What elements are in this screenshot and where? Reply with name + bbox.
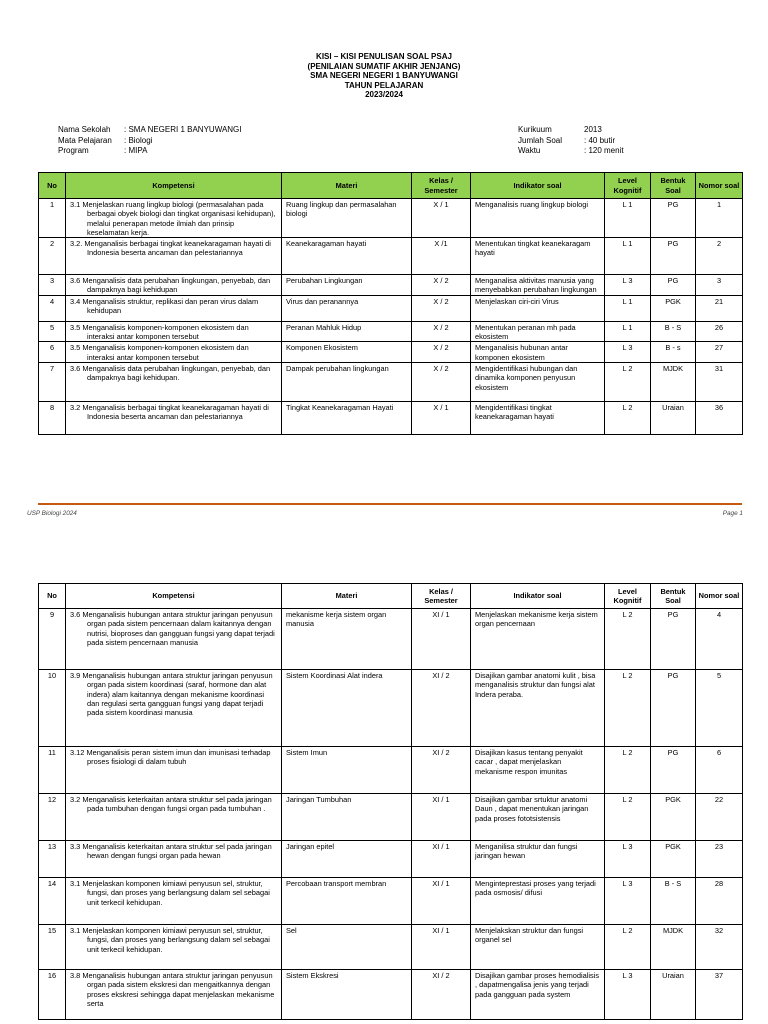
title-line: KISI – KISI PENULISAN SOAL PSAJ <box>316 52 452 61</box>
exam-info <box>518 125 624 157</box>
indikator-cell: Menjelaskan mekanisme kerja sistem organ pencernaan <box>471 609 605 670</box>
nomor-cell: 21 <box>696 295 743 321</box>
info-value: : MIPA <box>124 146 148 155</box>
row-number: 11 <box>39 747 66 794</box>
row-number: 4 <box>39 295 66 321</box>
materi-cell: Ruang lingkup dan permasalahan biologi <box>282 199 412 238</box>
column-header: Level Kognitif <box>605 173 651 199</box>
table-row <box>39 670 743 747</box>
info-label: Program <box>58 146 89 155</box>
bentuk-cell: B - S <box>651 321 696 342</box>
level-cell: L 1 <box>605 199 651 238</box>
nomor-cell: 5 <box>696 670 743 747</box>
kompetensi-text: 3.2. Menganalisis berbagai tingkat keanekaragaman hayati di Indonesia beserta ancaman dan pelestariannya <box>70 239 271 258</box>
materi-cell: Sistem Ekskresi <box>282 970 412 1020</box>
kompetensi-cell <box>66 401 282 434</box>
bentuk-cell: Uraian <box>651 970 696 1020</box>
row-number: 5 <box>39 321 66 342</box>
nomor-cell: 27 <box>696 342 743 363</box>
materi-cell: Peranan Mahluk Hidup <box>282 321 412 342</box>
column-header: Materi <box>282 173 412 199</box>
column-header: Kelas / Semester <box>412 173 471 199</box>
bentuk-cell: Uraian <box>651 401 696 434</box>
column-header: Level Kognitif <box>605 584 651 609</box>
table-row <box>39 401 743 434</box>
level-cell: L 1 <box>605 295 651 321</box>
nomor-cell: 36 <box>696 401 743 434</box>
table-row <box>39 970 743 1020</box>
level-cell: L 3 <box>605 342 651 363</box>
kompetensi-cell <box>66 925 282 970</box>
page-separator <box>38 503 742 505</box>
materi-cell: Sistem Koordinasi Alat indera <box>282 670 412 747</box>
kelas-cell: XI / 1 <box>412 925 471 970</box>
kompetensi-text: 3.1 Menjelaskan komponen kimiawi penyusun sel, struktur, fungsi, dan proses yang berlangsung dalam sel sebagai unit terkecil kehidupan. <box>70 926 270 954</box>
column-header: Nomor soal <box>696 173 743 199</box>
row-number: 13 <box>39 841 66 878</box>
kelas-cell: X / 2 <box>412 362 471 401</box>
column-header: Indikator soal <box>471 173 605 199</box>
table-row <box>39 925 743 970</box>
kelas-cell: X / 1 <box>412 401 471 434</box>
kelas-cell: XI / 1 <box>412 841 471 878</box>
title-line: (PENILAIAN SUMATIF AKHIR JENJANG) <box>307 61 461 71</box>
bentuk-cell: B - s <box>651 342 696 363</box>
table-row <box>39 362 743 401</box>
row-number: 2 <box>39 238 66 275</box>
title-line: SMA NEGERI NEGERI 1 BANYUWANGI <box>310 71 458 81</box>
materi-cell: Sel <box>282 925 412 970</box>
column-header: Kelas / Semester <box>412 584 471 609</box>
kompetensi-text: 3.6 Menganalisis data perubahan lingkungan, penyebab, dan dampaknya bagi kehidupan <box>70 276 271 295</box>
table-row <box>39 342 743 363</box>
info-value: : SMA NEGERI 1 BANYUWANGI <box>124 125 242 134</box>
info-row <box>58 146 242 157</box>
kompetensi-text: 3.1 Menjelaskan ruang lingkup biologi (permasalahan pada berbagai obyek biologi dan tingkat organisasi kehidupan), melalui penerapan metode ilmiah dan prinsip keselamatan kerja. <box>70 200 276 237</box>
kompetensi-cell <box>66 670 282 747</box>
kelas-cell: XI / 2 <box>412 970 471 1020</box>
kompetensi-text: 3.5 Menganalisis komponen-komponen ekosistem dan interaksi antar komponen tersebut <box>70 343 249 362</box>
info-value: 2013 <box>584 125 602 134</box>
materi-cell: Komponen Ekosistem <box>282 342 412 363</box>
level-cell: L 2 <box>605 747 651 794</box>
kelas-cell: X / 1 <box>412 199 471 238</box>
row-number: 12 <box>39 794 66 841</box>
row-number: 16 <box>39 970 66 1020</box>
kelas-cell: X / 2 <box>412 295 471 321</box>
indikator-cell: Menentukan peranan mh pada ekosistem <box>471 321 605 342</box>
info-row <box>518 146 624 157</box>
indikator-cell: Mengidentifikasi hubungan dan dinamika komponen penyusun ekosistem <box>471 362 605 401</box>
indikator-cell: Menjelakskan struktur dan fungsi organel sel <box>471 925 605 970</box>
info-value: : 120 menit <box>584 146 624 155</box>
kelas-cell: XI / 1 <box>412 794 471 841</box>
table-row <box>39 841 743 878</box>
materi-cell: Dampak perubahan lingkungan <box>282 362 412 401</box>
column-header: Bentuk Soal <box>651 173 696 199</box>
materi-cell: Jaringan Tumbuhan <box>282 794 412 841</box>
table-row <box>39 199 743 238</box>
info-label: Waktu <box>518 146 541 155</box>
row-number: 8 <box>39 401 66 434</box>
kompetensi-cell <box>66 321 282 342</box>
column-header: Materi <box>282 584 412 609</box>
bentuk-cell: PG <box>651 670 696 747</box>
indikator-cell: Disajikan gambar proses hemodialisis , dapatmengalisa jenis yang terjadi pada gangguan pada system <box>471 970 605 1020</box>
kompetensi-cell <box>66 609 282 670</box>
info-label: Nama Sekolah <box>58 125 111 134</box>
kompetensi-cell <box>66 970 282 1020</box>
table-header-row <box>39 584 743 609</box>
indikator-cell: Menganalisis hubunan antar komponen ekosistem <box>471 342 605 363</box>
indikator-cell: Menginteprestasi proses yang terjadi pada osmosis/ difusi <box>471 878 605 925</box>
bentuk-cell: PG <box>651 747 696 794</box>
table-row <box>39 747 743 794</box>
level-cell: L 2 <box>605 362 651 401</box>
page-number: Page 1 <box>722 510 743 517</box>
indikator-cell: Menjelaskan ciri-ciri Virus <box>471 295 605 321</box>
kompetensi-text: 3.8 Menganalisis hubungan antara struktur jaringan penyusun organ pada sistem ekskresi dan mengaitkannya dengan proses ekskresi sehingga dapat menjelaskan mekanisme serta <box>70 971 275 1008</box>
level-cell: L 3 <box>605 275 651 296</box>
column-header: Kompetensi <box>66 173 282 199</box>
row-number: 14 <box>39 878 66 925</box>
info-row <box>58 125 242 136</box>
materi-cell: mekanisme kerja sistem organ manusia <box>282 609 412 670</box>
nomor-cell: 32 <box>696 925 743 970</box>
kisi-table-2 <box>38 583 743 1020</box>
level-cell: L 3 <box>605 878 651 925</box>
kompetensi-text: 3.1 Menjelaskan komponen kimiawi penyusun sel, struktur, fungsi, dan proses yang berlangsung dalam sel sebagai unit terkecil kehidupan. <box>70 879 270 907</box>
column-header: No <box>39 173 66 199</box>
table-row <box>39 794 743 841</box>
nomor-cell: 37 <box>696 970 743 1020</box>
title-line: TAHUN PELAJARAN <box>344 80 424 90</box>
kelas-cell: XI / 1 <box>412 609 471 670</box>
column-header: No <box>39 584 66 609</box>
row-number: 15 <box>39 925 66 970</box>
column-header: Indikator soal <box>471 584 605 609</box>
indikator-cell: Menganilisa struktur dan fungsi jaringan hewan <box>471 841 605 878</box>
indikator-cell: Disajikan kasus tentang penyakit cacar , dapat menjelaskan mekanisme respon imunitas <box>471 747 605 794</box>
table-row <box>39 275 743 296</box>
level-cell: L 2 <box>605 925 651 970</box>
info-value: : Biologi <box>124 135 153 145</box>
row-number: 6 <box>39 342 66 363</box>
kelas-cell: X / 2 <box>412 342 471 363</box>
row-number: 10 <box>39 670 66 747</box>
level-cell: L 2 <box>605 609 651 670</box>
level-cell: L 2 <box>605 794 651 841</box>
kompetensi-text: 3.12 Menganalisis peran sistem imun dan imunisasi terhadap proses fisiologi di dalam tubuh <box>70 748 271 767</box>
column-header: Kompetensi <box>66 584 282 609</box>
row-number: 3 <box>39 275 66 296</box>
materi-cell: Keanekaragaman hayati <box>282 238 412 275</box>
document-title <box>0 52 768 100</box>
kelas-cell: X / 2 <box>412 275 471 296</box>
kelas-cell: XI / 1 <box>412 878 471 925</box>
kelas-cell: X /1 <box>412 238 471 275</box>
kompetensi-text: 3.2 Menganalisis berbagai tingkat keanekaragaman hayati di Indonesia beserta ancaman dan pelestariannya <box>70 402 269 422</box>
bentuk-cell: PG <box>651 199 696 238</box>
nomor-cell: 28 <box>696 878 743 925</box>
level-cell: L 1 <box>605 321 651 342</box>
bentuk-cell: PG <box>651 275 696 296</box>
table-row <box>39 295 743 321</box>
bentuk-cell: PGK <box>651 295 696 321</box>
kelas-cell: X / 2 <box>412 321 471 342</box>
info-row <box>518 125 624 136</box>
bentuk-cell: PGK <box>651 841 696 878</box>
kompetensi-cell <box>66 747 282 794</box>
level-cell: L 3 <box>605 841 651 878</box>
kompetensi-cell <box>66 295 282 321</box>
footer-left: USP Biologi 2024 <box>27 510 77 517</box>
kompetensi-cell <box>66 878 282 925</box>
indikator-cell: Menentukan tingkat keanekaragam hayati <box>471 238 605 275</box>
materi-cell: Jaringan epitel <box>282 841 412 878</box>
row-number: 7 <box>39 362 66 401</box>
kompetensi-cell <box>66 362 282 401</box>
bentuk-cell: B - S <box>651 878 696 925</box>
kompetensi-cell <box>66 841 282 878</box>
nomor-cell: 3 <box>696 275 743 296</box>
materi-cell: Sistem Imun <box>282 747 412 794</box>
nomor-cell: 22 <box>696 794 743 841</box>
nomor-cell: 2 <box>696 238 743 275</box>
info-label: Mata Pelajaran <box>58 135 112 145</box>
kompetensi-text: 3.9 Menganalisis hubungan antara struktur jaringan penyusun organ pada sistem koordinasi (saraf, hormone dan alat indera) alam kaitannya dengan mekanisme koordinasi dan regulasi serta gangguan fungsi yang dapat terjadi pada sistem koordinasi manusia <box>70 671 273 718</box>
nomor-cell: 1 <box>696 199 743 238</box>
school-info <box>58 125 242 157</box>
kompetensi-text: 3.4 Menganalisis struktur, replikasi dan peran virus dalam kehidupan <box>70 296 259 316</box>
kompetensi-text: 3.2 Menganalisis keterkaitan antara struktur sel pada jaringan pada tumbuhan dengan fungsi organ pada tumbuhan . <box>70 795 272 814</box>
indikator-cell: Disajikan gambar srtuktur anatomi Daun , dapat menentukan jaringan pada proses fototsistensis <box>471 794 605 841</box>
indikator-cell: Disajikan gambar anatomi kulit , bisa menganalisis struktur dan fungsi alat Indera peraba. <box>471 670 605 747</box>
bentuk-cell: PG <box>651 238 696 275</box>
indikator-cell: Menganalisa aktivitas manusia yang menyebabkan perubahan lingkungan <box>471 275 605 296</box>
nomor-cell: 6 <box>696 747 743 794</box>
indikator-cell: Menganalisis ruang lingkup biologi <box>471 199 605 238</box>
nomor-cell: 4 <box>696 609 743 670</box>
level-cell: L 1 <box>605 238 651 275</box>
kompetensi-text: 3.5 Menganalisis komponen-komponen ekosistem dan interaksi antar komponen tersebut <box>70 322 249 342</box>
kompetensi-text: 3.3 Menganalisis keterkaitan antara struktur sel pada jaringan hewan dengan fungsi organ pada hewan <box>70 842 272 861</box>
materi-cell: Percobaan transport membran <box>282 878 412 925</box>
bentuk-cell: MJDK <box>651 362 696 401</box>
row-number: 9 <box>39 609 66 670</box>
bentuk-cell: MJDK <box>651 925 696 970</box>
bentuk-cell: PGK <box>651 794 696 841</box>
table-row <box>39 238 743 275</box>
table-row <box>39 609 743 670</box>
info-label: Jumlah Soal <box>518 135 563 145</box>
kelas-cell: XI / 2 <box>412 670 471 747</box>
nomor-cell: 31 <box>696 362 743 401</box>
info-value: : 40 butir <box>584 135 616 145</box>
kelas-cell: XI / 2 <box>412 747 471 794</box>
kompetensi-cell <box>66 275 282 296</box>
info-label: Kurikuum <box>518 125 552 134</box>
level-cell: L 3 <box>605 970 651 1020</box>
bentuk-cell: PG <box>651 609 696 670</box>
kompetensi-cell <box>66 238 282 275</box>
kompetensi-cell <box>66 199 282 238</box>
title-line: 2023/2024 <box>365 90 403 100</box>
table-header-row <box>39 173 743 199</box>
nomor-cell: 26 <box>696 321 743 342</box>
column-header: Nomor soal <box>696 584 743 609</box>
info-row <box>518 136 624 147</box>
level-cell: L 2 <box>605 401 651 434</box>
kompetensi-text: 3.6 Menganalisis hubungan antara struktur jaringan penyusun organ pada sistem pencernaan dalam kaitannya dengan nutrisi, bioproses dan gangguan fungsi yang dapat terjadi pada sistem pencernaan manusia <box>70 610 275 647</box>
materi-cell: Virus dan peranannya <box>282 295 412 321</box>
kisi-table-1 <box>38 172 743 435</box>
kompetensi-cell <box>66 342 282 363</box>
table-row <box>39 878 743 925</box>
level-cell: L 2 <box>605 670 651 747</box>
info-row <box>58 136 242 147</box>
kompetensi-text: 3.6 Menganalisis data perubahan lingkungan, penyebab, dan dampaknya bagi kehidupan. <box>70 363 271 383</box>
table-row <box>39 321 743 342</box>
page-2 <box>0 522 768 1024</box>
kompetensi-cell <box>66 794 282 841</box>
nomor-cell: 23 <box>696 841 743 878</box>
materi-cell: Perubahan Lingkungan <box>282 275 412 296</box>
row-number: 1 <box>39 199 66 238</box>
column-header: Bentuk Soal <box>651 584 696 609</box>
indikator-cell: Mengidentifikasi tingkat keanekaragaman hayati <box>471 401 605 434</box>
materi-cell: Tingkat Keanekaragaman Hayati <box>282 401 412 434</box>
